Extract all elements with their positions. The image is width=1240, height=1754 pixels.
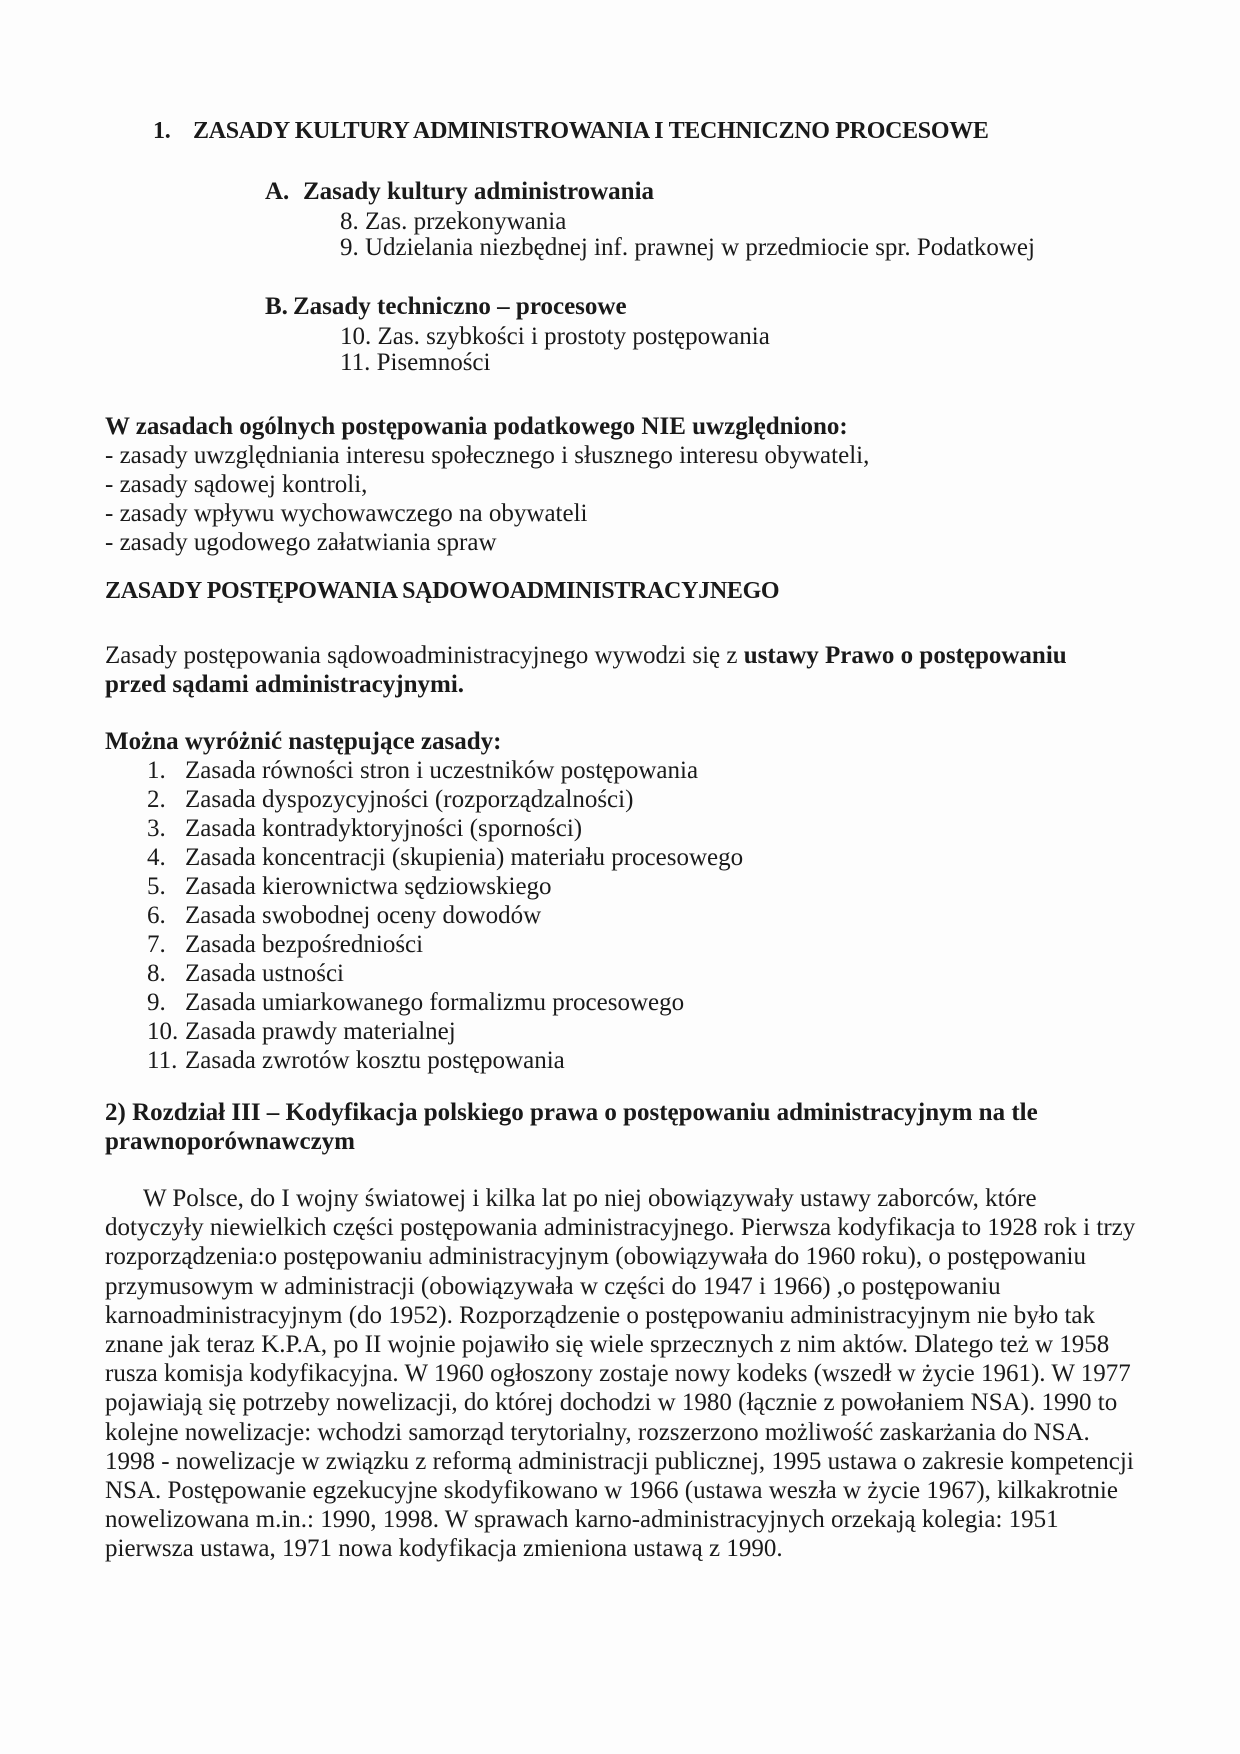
chapter-body-paragraph: W Polsce, do I wojny światowej i kilka lat po niej obowiązywały ustawy zaborców, które dotyczyły niewielkich części postępowania administracyjnego. Pierwsza kodyfikacja to 1928 rok i trzy rozporządzenia:o postępowaniu administracyjnym (obowiązywała do 1960 roku), o postępowaniu przymusowym w administracji (obowiązywała w części do 1947 i 1966) ,o postępowaniu karnoadministracyjnym (do 1952). Rozporządzenie o postępowaniu administracyjnym nie było tak znane jak teraz K.P.A, po II wojnie pojawiło się wiele sprzecznych z nim aktów. Dlatego też w 1958 rusza komisja kodyfikacyjna. W 1960 ogłoszony zostaje nowy kodeks (wszedł w życie 1961). W 1977 pojawiają się potrzeby nowelizacji, do której dochodzi w 1980 (łącznie z powołaniem NSA). 1990 to kolejne nowelizacje: wchodzi samorząd terytorialny, rozszerzono możliwość zaskarżania do NSA. 1998 - nowelizacje w związku z reformą administracji publicznej, 1995 ustawa o zakresie kompetencji NSA. Postępowanie egzekucyjne skodyfikowano w 1966 (ustawa weszła w życie 1967), kilkakrotnie nowelizowana m.in.: 1990, 1998. W sprawach karno-administracyjnych orzekają kolegia: 1951 pierwsza ustawa, 1971 nowa kodyfikacja zmieniona ustawą z 1990. bbox=[105, 1185, 1136, 1563]
intro-paragraph bbox=[105, 641, 1115, 699]
chapter-heading-line2: prawnoporównawczym bbox=[105, 1128, 355, 1155]
main-heading bbox=[153, 116, 989, 146]
list-item bbox=[147, 1017, 743, 1046]
section-a-items bbox=[340, 209, 1035, 261]
list-item bbox=[147, 785, 743, 814]
section-a-heading bbox=[265, 178, 1035, 206]
not-included-section bbox=[105, 412, 869, 557]
list-item: 9. Udzielania niezbędnej inf. prawnej w przedmiocie spr. Podatkowej bbox=[340, 234, 1035, 261]
list-item bbox=[147, 930, 743, 959]
list-item-text: Zasada dyspozycyjności (rozporządzalności) bbox=[185, 786, 634, 813]
list-item: 10. Zas. szybkości i prostoty postępowania bbox=[340, 323, 770, 350]
list-item-text: Zasada koncentracji (skupienia) materiału procesowego bbox=[185, 844, 744, 871]
court-proceedings-heading: ZASADY POSTĘPOWANIA SĄDOWOADMINISTRACYJNEGO bbox=[105, 578, 780, 604]
list-item-text: Zasada ustności bbox=[185, 960, 344, 987]
list-item bbox=[147, 814, 743, 843]
list-item-number: 6. bbox=[147, 902, 166, 929]
list-item: - zasady uwzględniania interesu społecznego i słusznego interesu obywateli, bbox=[105, 442, 870, 469]
list-item-number: 10. bbox=[147, 1018, 179, 1045]
list-item-number: 8. bbox=[147, 960, 166, 987]
list-item-number: 11. bbox=[147, 1047, 178, 1074]
list-item-number: 9. bbox=[147, 989, 166, 1016]
list-item-number: 7. bbox=[147, 931, 166, 958]
chapter-heading-line1: 2) Rozdział III – Kodyfikacja polskiego prawa o postępowaniu administracyjnym na tle bbox=[105, 1099, 1038, 1126]
section-a-title: Zasady kultury administrowania bbox=[303, 178, 655, 205]
list-item bbox=[147, 1046, 743, 1075]
list-item-number: 3. bbox=[147, 815, 166, 842]
list-item-number: 2. bbox=[147, 786, 166, 813]
list-item-text: Zasada równości stron i uczestników postępowania bbox=[185, 757, 699, 784]
list-item-text: Zasada prawdy materialnej bbox=[185, 1018, 456, 1045]
section-a-label: A. bbox=[265, 178, 290, 205]
chapter-heading bbox=[105, 1098, 1038, 1156]
list-item bbox=[147, 988, 743, 1017]
not-included-heading: W zasadach ogólnych postępowania podatkowego NIE uwzględniono: bbox=[105, 413, 848, 440]
list-item-number: 5. bbox=[147, 873, 166, 900]
list-item: - zasady wpływu wychowawczego na obywateli bbox=[105, 500, 588, 527]
list-item-text: Zasada kontradyktoryjności (sporności) bbox=[185, 815, 583, 842]
section-a bbox=[265, 178, 1035, 261]
list-item-number: 1. bbox=[147, 757, 166, 784]
list-item: 8. Zas. przekonywania bbox=[340, 208, 567, 235]
list-item: - zasady sądowej kontroli, bbox=[105, 471, 368, 498]
intro-normal-text: Zasady postępowania sądowoadministracyjnego wywodzi się z bbox=[105, 642, 744, 669]
section-b-items bbox=[340, 324, 770, 376]
section-b-label: B. bbox=[265, 293, 288, 320]
list-item-text: Zasada zwrotów kosztu postępowania bbox=[185, 1047, 565, 1074]
list-item: - zasady ugodowego załatwiania spraw bbox=[105, 529, 497, 556]
list-item bbox=[147, 901, 743, 930]
list-item bbox=[147, 843, 743, 872]
principles-heading: Można wyróżnić następujące zasady: bbox=[105, 728, 502, 755]
list-item bbox=[147, 959, 743, 988]
list-item bbox=[147, 756, 743, 785]
list-item-text: Zasada umiarkowanego formalizmu procesowego bbox=[185, 989, 685, 1016]
list-item-text: Zasada swobodnej oceny dowodów bbox=[185, 902, 542, 929]
list-item: 11. Pisemności bbox=[340, 349, 491, 376]
principles-list bbox=[147, 756, 743, 1075]
main-heading-number: 1. bbox=[153, 118, 171, 144]
list-item-text: Zasada kierownictwa sędziowskiego bbox=[185, 873, 552, 900]
section-b-title: Zasady techniczno – procesowe bbox=[293, 293, 627, 320]
section-b-heading bbox=[265, 293, 770, 321]
list-item bbox=[147, 872, 743, 901]
main-heading-text: ZASADY KULTURY ADMINISTROWANIA I TECHNICZNO PROCESOWE bbox=[193, 118, 989, 144]
section-b bbox=[265, 293, 770, 376]
list-item-text: Zasada bezpośredniości bbox=[185, 931, 424, 958]
list-item-number: 4. bbox=[147, 844, 166, 871]
intro-bold-text: ustawy Prawo o postępowaniu przed sądami administracyjnymi. bbox=[105, 642, 1067, 698]
